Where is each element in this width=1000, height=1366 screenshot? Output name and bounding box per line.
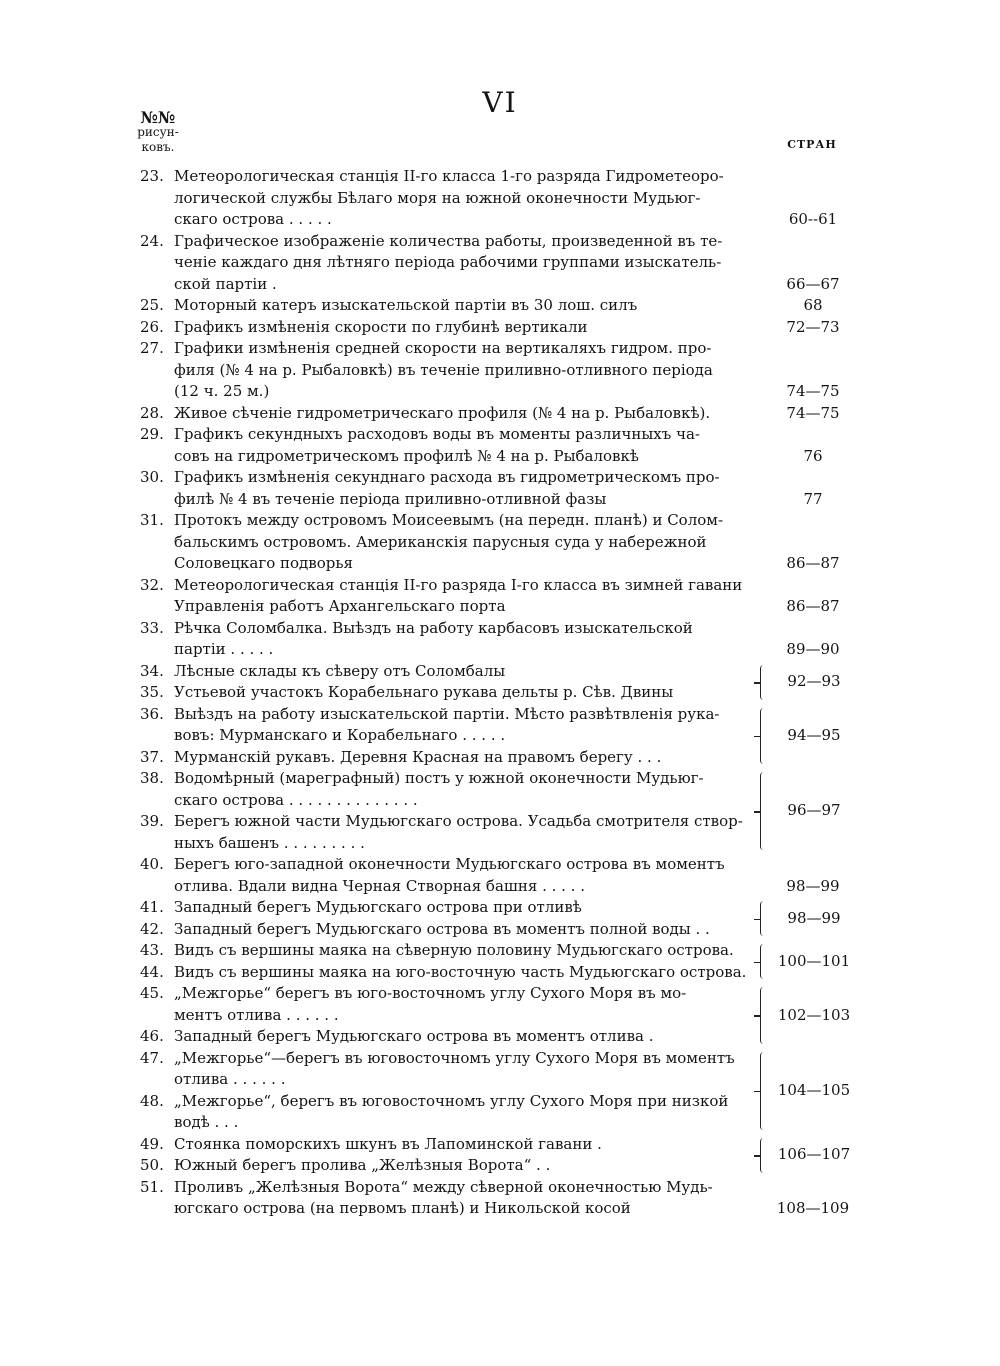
entry-text: Западный берегъ Мудьюгскаго острова при отливѣ <box>174 898 582 916</box>
figure-number: 49. <box>140 1134 164 1153</box>
entry-text: Графическое изображеніе количества работы, произведенной въ те- <box>174 231 723 250</box>
entry-row <box>140 252 860 274</box>
figure-number: 42. <box>140 919 164 938</box>
entry-row <box>140 1155 860 1177</box>
figure-number: 23. <box>140 167 164 185</box>
list-item <box>140 1026 860 1048</box>
figure-number: 33. <box>140 618 164 637</box>
entry-row <box>140 747 860 769</box>
figure-number: 25. <box>140 296 164 314</box>
entry-row <box>140 682 860 704</box>
page-reference: 86—87 <box>786 554 840 572</box>
entry-row <box>140 467 860 489</box>
list-item <box>140 1048 860 1091</box>
entry-text: „Межгорье“—берегъ въ юговосточномъ углу Сухого Моря въ моментъ <box>174 1048 735 1067</box>
entry-text: Берегъ юго-западной оконечности Мудьюгскаго острова въ моментъ <box>174 855 725 873</box>
figure-number: 35. <box>140 683 164 701</box>
brace-bracket <box>760 1052 767 1130</box>
list-item <box>140 338 860 403</box>
entry-row <box>140 833 860 855</box>
page-reference: 86—87 <box>786 597 840 615</box>
page-reference: 108—109 <box>776 1199 850 1217</box>
entry-row <box>140 940 860 962</box>
entry-row <box>140 510 860 532</box>
brace-bracket <box>760 901 767 936</box>
entry-text: Протокъ между островомъ Моисеевымъ (на передн. планѣ) и Солом- <box>174 511 724 529</box>
entry-text: Водомѣрный (мареграфный) постъ у южной оконечности Мудьюг- <box>174 769 704 787</box>
list-item <box>140 317 860 339</box>
entry-row <box>140 295 860 317</box>
page-reference: 66—67 <box>786 274 840 293</box>
entry-text: Рѣчка Соломбалка. Выѣздъ на работу карбасовъ изыскательской <box>174 618 693 637</box>
entry-row <box>140 274 860 296</box>
figure-number: 37. <box>140 747 164 766</box>
entry-text: Южный берегъ пролива „Желѣзныя Ворота“ . . <box>174 1156 551 1174</box>
entry-row <box>140 919 860 941</box>
figure-number: 40. <box>140 855 164 873</box>
entry-text: логической службы Бѣлаго моря на южной оконечности Мудьюг- <box>174 188 701 207</box>
entry-row <box>140 553 860 575</box>
entry-text: отлива. Вдали видна Черная Створная башня . . . . . <box>174 876 585 895</box>
brace-bracket <box>760 987 767 1044</box>
entry-text: Соловецкаго подворья <box>174 554 353 572</box>
entry-text: Графикъ секундныхъ расходовъ воды въ моменты различныхъ ча- <box>174 425 701 443</box>
grouped-entries <box>140 704 860 769</box>
figure-number: 43. <box>140 941 164 959</box>
page-reference: 98—99 <box>786 876 840 895</box>
entry-row <box>140 596 860 618</box>
entry-text: Проливъ „Желѣзныя Ворота“ между сѣверной оконечностью Мудь- <box>174 1177 713 1196</box>
entry-text: Моторный катеръ изыскательской партіи въ 30 лош. силъ <box>174 296 638 314</box>
entry-row <box>140 317 860 339</box>
column-header-line3: ковъ. <box>141 140 175 154</box>
figure-number: 51. <box>140 1177 164 1196</box>
list-item <box>140 1155 860 1177</box>
entry-text: отлива . . . . . . <box>174 1070 286 1088</box>
entry-text: скаго острова . . . . . <box>174 210 332 228</box>
entry-text: бальскимъ островомъ. Американскія парусныя суда у набережной <box>174 532 707 551</box>
entry-text: Выѣздъ на работу изыскательской партіи. Мѣсто развѣтвленія рука- <box>174 704 720 723</box>
list-item <box>140 704 860 747</box>
list-item <box>140 575 860 618</box>
entry-row <box>140 209 860 231</box>
figure-number: 31. <box>140 511 164 529</box>
grouped-entries <box>140 940 860 983</box>
entry-row <box>140 962 860 984</box>
entry-row <box>140 360 860 382</box>
entry-row <box>140 424 860 446</box>
list-item <box>140 682 860 704</box>
entry-row <box>140 1091 860 1113</box>
grouped-entries <box>140 768 860 854</box>
list-item <box>140 231 860 296</box>
page-reference: 104—105 <box>777 1080 851 1099</box>
figure-number-column-header <box>118 110 198 155</box>
entry-row <box>140 1069 860 1091</box>
list-item <box>140 295 860 317</box>
entry-row <box>140 811 860 833</box>
entry-row <box>140 618 860 640</box>
figure-number: 29. <box>140 425 164 443</box>
entry-row <box>140 403 860 425</box>
entry-text: (12 ч. 25 м.) <box>174 382 270 400</box>
list-item <box>140 424 860 467</box>
page-reference: 74—75 <box>786 403 840 422</box>
entry-text: Живое сѣченіе гидрометрическаго профиля (№ 4 на р. Рыбаловкѣ). <box>174 403 711 422</box>
entry-row <box>140 231 860 253</box>
page-reference: 89—90 <box>786 640 840 658</box>
list-item <box>140 661 860 683</box>
entry-row <box>140 854 860 876</box>
entry-row <box>140 1005 860 1027</box>
grouped-entries <box>140 1134 860 1177</box>
figure-number: 45. <box>140 984 164 1002</box>
figure-number: 36. <box>140 704 164 723</box>
entry-row <box>140 1134 860 1156</box>
entry-row <box>140 1026 860 1048</box>
figure-number: 44. <box>140 962 164 981</box>
entry-text: ченіе каждаго дня лѣтняго періода рабочими группами изыскатель- <box>174 253 722 271</box>
entry-text: ныхъ башенъ . . . . . . . . . <box>174 833 365 852</box>
page-number: VI <box>482 86 518 119</box>
entry-row <box>140 381 860 403</box>
page-reference: 98—99 <box>787 908 841 927</box>
page-reference: 106—107 <box>777 1145 851 1164</box>
list-item <box>140 940 860 962</box>
figure-number: 48. <box>140 1091 164 1110</box>
entry-text: Видъ съ вершины маяка на юго-восточную часть Мудьюгскаго острова. <box>174 962 747 981</box>
entry-text: водѣ . . . <box>174 1113 239 1131</box>
list-item <box>140 962 860 984</box>
list-item <box>140 403 860 425</box>
grouped-entries <box>140 661 860 704</box>
entry-text: скаго острова . . . . . . . . . . . . . . <box>174 790 418 809</box>
figure-number: 47. <box>140 1048 164 1067</box>
page-reference: 76 <box>803 446 823 465</box>
entry-text: „Межгорье“ берегъ въ юго-восточномъ углу Сухого Моря въ мо- <box>174 984 687 1002</box>
grouped-entries <box>140 983 860 1048</box>
entry-text: Берегъ южной части Мудьюгскаго острова. Усадьба смотрителя створ- <box>174 812 743 830</box>
grouped-entries <box>140 1048 860 1134</box>
figure-number: 50. <box>140 1156 164 1174</box>
entry-text: Видъ съ вершины маяка на сѣверную половину Мудьюгскаго острова. <box>174 941 734 959</box>
entry-text: Западный берегъ Мудьюгскаго острова въ моментъ отлива . <box>174 1027 654 1045</box>
figure-number: 41. <box>140 898 164 916</box>
entry-text: югскаго острова (на первомъ планѣ) и Никольской косой <box>174 1199 631 1217</box>
figure-number: 39. <box>140 812 164 830</box>
figure-number: 32. <box>140 575 164 594</box>
figure-number: 24. <box>140 231 164 250</box>
list-item <box>140 166 860 231</box>
entry-text: ментъ отлива . . . . . . <box>174 1005 339 1024</box>
entry-text: Стоянка поморскихъ шкунъ въ Лапоминской гавани . <box>174 1134 602 1153</box>
page-reference: 102—103 <box>777 1005 851 1024</box>
column-header-numbers-sign: №№ <box>140 108 176 127</box>
entry-row <box>140 1177 860 1199</box>
page-column-header: СТРАН <box>787 138 837 151</box>
grouped-entries <box>140 897 860 940</box>
entry-text: Устьевой участокъ Корабельнаго рукава дельты р. Сѣв. Двины <box>174 683 674 701</box>
list-item <box>140 510 860 575</box>
entry-text: Управленія работъ Архангельскаго порта <box>174 597 506 615</box>
entry-text: Мурманскій рукавъ. Деревня Красная на правомъ берегу . . . <box>174 747 662 766</box>
list-item <box>140 1091 860 1134</box>
page-reference: 60--61 <box>788 210 838 228</box>
figure-number: 26. <box>140 317 164 336</box>
list-item <box>140 1177 860 1220</box>
entry-row <box>140 790 860 812</box>
entry-row <box>140 725 860 747</box>
entry-text: Графикъ измѣненія секунднаго расхода въ гидрометрическомъ про- <box>174 468 720 486</box>
list-item <box>140 618 860 661</box>
page-reference: 77 <box>803 489 823 508</box>
entry-text: ской партіи . <box>174 274 277 293</box>
entry-row <box>140 704 860 726</box>
list-item <box>140 768 860 811</box>
entry-row <box>140 1112 860 1134</box>
brace-bracket <box>760 708 767 765</box>
list-item <box>140 897 860 919</box>
entry-row <box>140 639 860 661</box>
list-item <box>140 467 860 510</box>
entry-row <box>140 876 860 898</box>
entry-text: Лѣсные склады къ сѣверу отъ Соломбалы <box>174 661 506 680</box>
figure-number: 28. <box>140 403 164 422</box>
entry-row <box>140 166 860 188</box>
figure-number: 46. <box>140 1027 164 1045</box>
entry-text: филѣ № 4 въ теченіе періода приливно-отливной фазы <box>174 489 607 508</box>
page-reference: 100—101 <box>777 951 851 970</box>
entry-row <box>140 446 860 468</box>
entry-row <box>140 1048 860 1070</box>
page-reference: 94—95 <box>787 726 841 744</box>
page-reference: 68 <box>803 296 823 314</box>
entry-text: Метеорологическая станція II-го разряда I-го класса въ зимней гавани <box>174 575 743 594</box>
figure-number: 27. <box>140 339 164 357</box>
entry-row <box>140 768 860 790</box>
brace-bracket <box>760 665 767 700</box>
entry-text: партіи . . . . . <box>174 640 274 658</box>
list-item <box>140 983 860 1026</box>
entry-text: Графикъ измѣненія скорости по глубинѣ вертикали <box>174 317 588 336</box>
list-item <box>140 811 860 854</box>
entry-text: „Межгорье“, берегъ въ юговосточномъ углу Сухого Моря при низкой <box>174 1091 729 1110</box>
entry-row <box>140 897 860 919</box>
entry-row <box>140 489 860 511</box>
page-reference: 96—97 <box>787 801 841 820</box>
entry-row <box>140 661 860 683</box>
page-reference: 72—73 <box>786 317 840 336</box>
figure-list <box>140 166 860 1220</box>
list-item <box>140 854 860 897</box>
column-header-line2: рисун- <box>137 125 179 139</box>
figure-number: 38. <box>140 769 164 787</box>
list-item <box>140 747 860 769</box>
figure-number: 34. <box>140 661 164 680</box>
entry-row <box>140 338 860 360</box>
entry-row <box>140 575 860 597</box>
figure-number: 30. <box>140 468 164 486</box>
entry-text: совъ на гидрометрическомъ профилѣ № 4 на р. Рыбаловкѣ <box>174 446 639 465</box>
entry-text: вовъ: Мурманскаго и Корабельнаго . . . . . <box>174 726 506 744</box>
entry-row <box>140 188 860 210</box>
entry-row <box>140 1198 860 1220</box>
entry-text: Метеорологическая станція II-го класса 1-го разряда Гидрометеоро- <box>174 167 724 185</box>
entry-row <box>140 532 860 554</box>
entry-text: Графики измѣненія средней скорости на вертикаляхъ гидром. про- <box>174 339 712 357</box>
page-reference: 74—75 <box>786 382 840 400</box>
brace-bracket <box>760 1138 767 1173</box>
list-item <box>140 919 860 941</box>
entry-text: Западный берегъ Мудьюгскаго острова въ моментъ полной воды . . <box>174 919 710 938</box>
page-reference: 92—93 <box>787 672 841 691</box>
brace-bracket <box>760 944 767 979</box>
entry-text: филя (№ 4 на р. Рыбаловкѣ) въ теченіе приливно-отливного періода <box>174 360 713 379</box>
list-item <box>140 1134 860 1156</box>
brace-bracket <box>760 772 767 850</box>
entry-row <box>140 983 860 1005</box>
